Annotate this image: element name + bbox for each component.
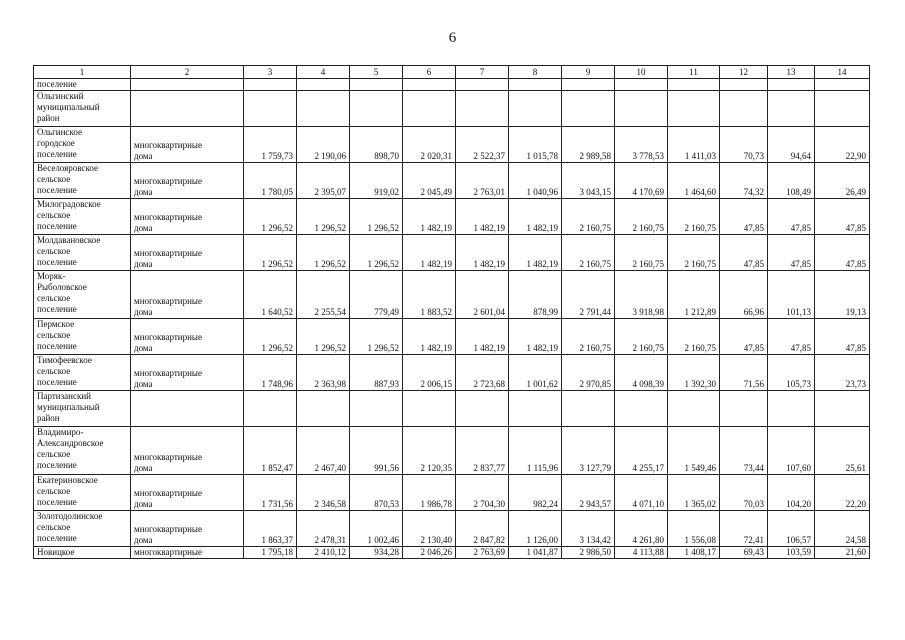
value-cell: 982,24 bbox=[509, 475, 562, 511]
value-cell: 3 043,15 bbox=[562, 163, 615, 199]
value-cell: 2 160,75 bbox=[668, 199, 720, 235]
value-cell: 1 392,30 bbox=[668, 355, 720, 391]
value-cell bbox=[720, 391, 768, 427]
value-cell: 1 015,78 bbox=[509, 127, 562, 163]
value-cell: 2 160,75 bbox=[562, 319, 615, 355]
settlement-name: поселение bbox=[34, 79, 131, 91]
value-cell: 47,85 bbox=[815, 319, 870, 355]
value-cell: 105,73 bbox=[768, 355, 815, 391]
column-header: 9 bbox=[562, 66, 615, 79]
value-cell: 1 780,05 bbox=[244, 163, 297, 199]
settlement-name: Моряк- Рыболовское сельское поселение bbox=[34, 271, 131, 319]
value-cell: 47,85 bbox=[768, 319, 815, 355]
value-cell bbox=[297, 91, 350, 127]
column-header: 5 bbox=[350, 66, 403, 79]
settlement-name: Веселояровское сельское поселение bbox=[34, 163, 131, 199]
table-row bbox=[34, 163, 870, 199]
value-cell: 4 098,39 bbox=[615, 355, 668, 391]
value-cell: 3 127,79 bbox=[562, 427, 615, 475]
value-cell: 1 408,17 bbox=[668, 547, 720, 559]
table-row bbox=[34, 127, 870, 163]
value-cell: 2 255,54 bbox=[297, 271, 350, 319]
table-row bbox=[34, 271, 870, 319]
value-cell: 47,85 bbox=[720, 235, 768, 271]
value-cell: 1 296,52 bbox=[244, 235, 297, 271]
housing-type bbox=[131, 391, 244, 427]
value-cell: 106,57 bbox=[768, 511, 815, 547]
table-row bbox=[34, 427, 870, 475]
value-cell: 104,20 bbox=[768, 475, 815, 511]
value-cell: 1 852,47 bbox=[244, 427, 297, 475]
value-cell: 1 795,18 bbox=[244, 547, 297, 559]
column-header: 10 bbox=[615, 66, 668, 79]
value-cell bbox=[768, 91, 815, 127]
value-cell: 2 478,31 bbox=[297, 511, 350, 547]
value-cell: 4 261,80 bbox=[615, 511, 668, 547]
value-cell bbox=[768, 391, 815, 427]
value-cell bbox=[403, 391, 456, 427]
column-header: 4 bbox=[297, 66, 350, 79]
value-cell: 4 255,17 bbox=[615, 427, 668, 475]
housing-type: многоквартирные дома bbox=[131, 235, 244, 271]
value-cell bbox=[244, 79, 297, 91]
value-cell bbox=[297, 79, 350, 91]
settlement-name: Золотодолинское сельское поселение bbox=[34, 511, 131, 547]
value-cell: 1 640,52 bbox=[244, 271, 297, 319]
value-cell: 2 943,57 bbox=[562, 475, 615, 511]
value-cell: 22,90 bbox=[815, 127, 870, 163]
value-cell: 2 160,75 bbox=[615, 199, 668, 235]
value-cell: 2 346,58 bbox=[297, 475, 350, 511]
value-cell bbox=[244, 91, 297, 127]
value-cell: 23,73 bbox=[815, 355, 870, 391]
value-cell: 47,85 bbox=[720, 319, 768, 355]
settlement-name: Милоградовское сельское поселение bbox=[34, 199, 131, 235]
value-cell bbox=[403, 79, 456, 91]
value-cell: 4 113,88 bbox=[615, 547, 668, 559]
column-header: 14 bbox=[815, 66, 870, 79]
value-cell bbox=[456, 79, 509, 91]
value-cell: 1 482,19 bbox=[403, 199, 456, 235]
settlement-name: Пермское сельское поселение bbox=[34, 319, 131, 355]
value-cell bbox=[615, 391, 668, 427]
table-row bbox=[34, 319, 870, 355]
value-cell: 1 115,96 bbox=[509, 427, 562, 475]
value-cell: 2 160,75 bbox=[615, 319, 668, 355]
value-cell: 1 296,52 bbox=[350, 235, 403, 271]
value-cell: 73,44 bbox=[720, 427, 768, 475]
value-cell: 2 020,31 bbox=[403, 127, 456, 163]
value-cell: 1 296,52 bbox=[244, 319, 297, 355]
column-header: 1 bbox=[34, 66, 131, 79]
value-cell: 919,02 bbox=[350, 163, 403, 199]
column-header: 2 bbox=[131, 66, 244, 79]
value-cell: 1 748,96 bbox=[244, 355, 297, 391]
value-cell: 1 296,52 bbox=[244, 199, 297, 235]
value-cell bbox=[562, 79, 615, 91]
value-cell bbox=[668, 79, 720, 91]
column-header: 7 bbox=[456, 66, 509, 79]
value-cell: 66,96 bbox=[720, 271, 768, 319]
settlement-name: Ольгинское городское поселение bbox=[34, 127, 131, 163]
value-cell bbox=[720, 91, 768, 127]
value-cell bbox=[815, 79, 870, 91]
value-cell bbox=[815, 391, 870, 427]
value-cell: 2 160,75 bbox=[615, 235, 668, 271]
value-cell: 70,03 bbox=[720, 475, 768, 511]
housing-type: многоквартирные дома bbox=[131, 163, 244, 199]
value-cell: 1 296,52 bbox=[297, 199, 350, 235]
table-body bbox=[34, 79, 870, 559]
settlement-name: Екатериновское сельское поселение bbox=[34, 475, 131, 511]
value-cell: 2 045,49 bbox=[403, 163, 456, 199]
table-row bbox=[34, 475, 870, 511]
value-cell bbox=[562, 91, 615, 127]
value-cell: 898,70 bbox=[350, 127, 403, 163]
housing-type: многоквартирные дома bbox=[131, 271, 244, 319]
value-cell: 2 120,35 bbox=[403, 427, 456, 475]
value-cell: 107,60 bbox=[768, 427, 815, 475]
settlement-name: Владимиро- Александровское сельское поселение bbox=[34, 427, 131, 475]
table-row bbox=[34, 355, 870, 391]
value-cell: 1 296,52 bbox=[297, 235, 350, 271]
value-cell: 21,60 bbox=[815, 547, 870, 559]
value-cell bbox=[509, 391, 562, 427]
value-cell: 108,49 bbox=[768, 163, 815, 199]
value-cell: 3 134,42 bbox=[562, 511, 615, 547]
value-cell: 1 482,19 bbox=[403, 235, 456, 271]
settlement-name: Партизанский муниципальный район bbox=[34, 391, 131, 427]
value-cell: 1 464,60 bbox=[668, 163, 720, 199]
value-cell: 24,58 bbox=[815, 511, 870, 547]
value-cell bbox=[350, 79, 403, 91]
value-cell: 1 883,52 bbox=[403, 271, 456, 319]
value-cell bbox=[350, 91, 403, 127]
table-row bbox=[34, 91, 870, 127]
value-cell: 1 482,19 bbox=[509, 235, 562, 271]
value-cell: 1 863,37 bbox=[244, 511, 297, 547]
value-cell: 2 160,75 bbox=[562, 199, 615, 235]
value-cell: 1 986,78 bbox=[403, 475, 456, 511]
housing-type: многоквартирные bbox=[131, 547, 244, 559]
value-cell: 991,56 bbox=[350, 427, 403, 475]
value-cell: 3 918,98 bbox=[615, 271, 668, 319]
table-row bbox=[34, 391, 870, 427]
value-cell: 1 482,19 bbox=[456, 235, 509, 271]
value-cell bbox=[615, 79, 668, 91]
value-cell: 2 989,58 bbox=[562, 127, 615, 163]
value-cell: 1 549,46 bbox=[668, 427, 720, 475]
value-cell: 47,85 bbox=[768, 235, 815, 271]
value-cell: 2 395,07 bbox=[297, 163, 350, 199]
housing-type bbox=[131, 79, 244, 91]
value-cell: 47,85 bbox=[720, 199, 768, 235]
settlement-name: Новицкое bbox=[34, 547, 131, 559]
value-cell: 1 482,19 bbox=[509, 199, 562, 235]
value-cell: 1 001,62 bbox=[509, 355, 562, 391]
value-cell: 74,32 bbox=[720, 163, 768, 199]
value-cell bbox=[509, 91, 562, 127]
value-cell: 1 411,03 bbox=[668, 127, 720, 163]
value-cell: 2 006,15 bbox=[403, 355, 456, 391]
header-row bbox=[34, 66, 870, 79]
table-row bbox=[34, 199, 870, 235]
value-cell: 2 847,82 bbox=[456, 511, 509, 547]
housing-type: многоквартирные дома bbox=[131, 199, 244, 235]
housing-type: многоквартирные дома bbox=[131, 319, 244, 355]
value-cell: 47,85 bbox=[815, 199, 870, 235]
value-cell: 2 791,44 bbox=[562, 271, 615, 319]
value-cell: 1 041,87 bbox=[509, 547, 562, 559]
value-cell: 878,99 bbox=[509, 271, 562, 319]
value-cell: 2 160,75 bbox=[668, 319, 720, 355]
value-cell bbox=[615, 91, 668, 127]
value-cell: 934,28 bbox=[350, 547, 403, 559]
value-cell: 1 731,56 bbox=[244, 475, 297, 511]
value-cell: 26,49 bbox=[815, 163, 870, 199]
column-header: 3 bbox=[244, 66, 297, 79]
value-cell: 1 296,52 bbox=[350, 319, 403, 355]
value-cell: 870,53 bbox=[350, 475, 403, 511]
column-header: 12 bbox=[720, 66, 768, 79]
value-cell: 3 778,53 bbox=[615, 127, 668, 163]
value-cell bbox=[668, 391, 720, 427]
value-cell: 1 482,19 bbox=[509, 319, 562, 355]
value-cell: 2 522,37 bbox=[456, 127, 509, 163]
value-cell: 70,73 bbox=[720, 127, 768, 163]
value-cell: 101,13 bbox=[768, 271, 815, 319]
value-cell: 1 482,19 bbox=[456, 319, 509, 355]
value-cell: 1 482,19 bbox=[403, 319, 456, 355]
column-header: 6 bbox=[403, 66, 456, 79]
value-cell: 94,64 bbox=[768, 127, 815, 163]
table-row bbox=[34, 79, 870, 91]
value-cell: 1 002,46 bbox=[350, 511, 403, 547]
column-header: 13 bbox=[768, 66, 815, 79]
value-cell: 1 296,52 bbox=[350, 199, 403, 235]
value-cell bbox=[668, 91, 720, 127]
housing-type: многоквартирные дома bbox=[131, 427, 244, 475]
value-cell: 779,49 bbox=[350, 271, 403, 319]
value-cell: 25,61 bbox=[815, 427, 870, 475]
value-cell: 1 126,00 bbox=[509, 511, 562, 547]
value-cell bbox=[403, 91, 456, 127]
value-cell: 2 837,77 bbox=[456, 427, 509, 475]
value-cell: 71,56 bbox=[720, 355, 768, 391]
value-cell: 2 763,01 bbox=[456, 163, 509, 199]
page-number: 6 bbox=[448, 30, 457, 46]
settlement-name: Тимофеевское сельское поселение bbox=[34, 355, 131, 391]
value-cell: 103,59 bbox=[768, 547, 815, 559]
value-cell: 2 704,30 bbox=[456, 475, 509, 511]
value-cell bbox=[509, 79, 562, 91]
value-cell bbox=[350, 391, 403, 427]
value-cell: 2 467,40 bbox=[297, 427, 350, 475]
table-row bbox=[34, 235, 870, 271]
value-cell: 1 212,89 bbox=[668, 271, 720, 319]
value-cell: 1 759,73 bbox=[244, 127, 297, 163]
column-header: 11 bbox=[668, 66, 720, 79]
value-cell: 2 970,85 bbox=[562, 355, 615, 391]
column-header: 8 bbox=[509, 66, 562, 79]
value-cell: 2 986,50 bbox=[562, 547, 615, 559]
value-cell: 47,85 bbox=[815, 235, 870, 271]
settlement-name: Молдавановское сельское поселение bbox=[34, 235, 131, 271]
value-cell: 22,20 bbox=[815, 475, 870, 511]
housing-type: многоквартирные дома bbox=[131, 127, 244, 163]
value-cell bbox=[815, 91, 870, 127]
value-cell: 4 071,10 bbox=[615, 475, 668, 511]
value-cell: 2 601,04 bbox=[456, 271, 509, 319]
value-cell: 47,85 bbox=[768, 199, 815, 235]
value-cell bbox=[244, 391, 297, 427]
value-cell: 2 190,06 bbox=[297, 127, 350, 163]
value-cell: 1 365,02 bbox=[668, 475, 720, 511]
value-cell: 2 410,12 bbox=[297, 547, 350, 559]
tariff-table bbox=[33, 65, 870, 559]
value-cell: 19,13 bbox=[815, 271, 870, 319]
value-cell: 2 763,69 bbox=[456, 547, 509, 559]
value-cell bbox=[297, 391, 350, 427]
value-cell: 1 482,19 bbox=[456, 199, 509, 235]
value-cell bbox=[768, 79, 815, 91]
value-cell: 2 160,75 bbox=[668, 235, 720, 271]
value-cell bbox=[562, 391, 615, 427]
value-cell: 2 160,75 bbox=[562, 235, 615, 271]
value-cell: 4 170,69 bbox=[615, 163, 668, 199]
value-cell: 2 046,26 bbox=[403, 547, 456, 559]
housing-type: многоквартирные дома bbox=[131, 511, 244, 547]
value-cell: 2 363,98 bbox=[297, 355, 350, 391]
table-row bbox=[34, 511, 870, 547]
housing-type bbox=[131, 91, 244, 127]
value-cell bbox=[456, 91, 509, 127]
value-cell: 1 040,96 bbox=[509, 163, 562, 199]
settlement-name: Ольгинский муниципальный район bbox=[34, 91, 131, 127]
value-cell: 69,43 bbox=[720, 547, 768, 559]
value-cell: 2 723,68 bbox=[456, 355, 509, 391]
housing-type: многоквартирные дома bbox=[131, 355, 244, 391]
value-cell: 2 130,40 bbox=[403, 511, 456, 547]
table-row bbox=[34, 547, 870, 559]
value-cell: 72,41 bbox=[720, 511, 768, 547]
value-cell bbox=[720, 79, 768, 91]
value-cell: 1 556,08 bbox=[668, 511, 720, 547]
value-cell bbox=[456, 391, 509, 427]
housing-type: многоквартирные дома bbox=[131, 475, 244, 511]
value-cell: 1 296,52 bbox=[297, 319, 350, 355]
value-cell: 887,93 bbox=[350, 355, 403, 391]
